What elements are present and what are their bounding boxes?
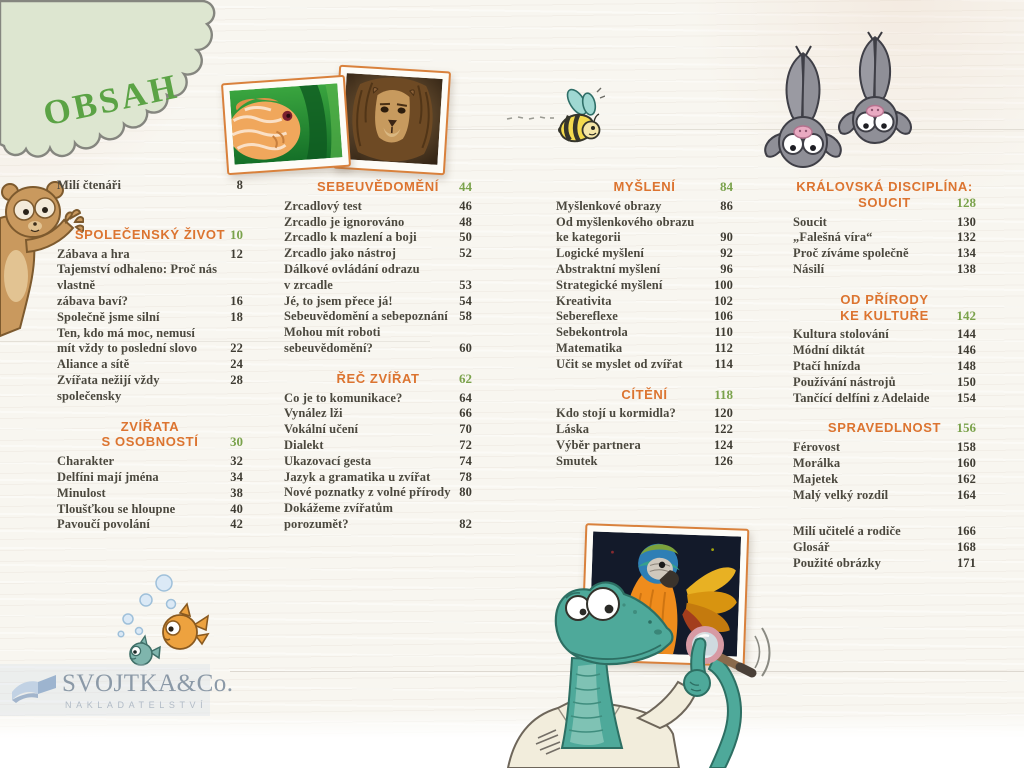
- toc-item-page: 78: [459, 469, 472, 484]
- toc-section-title-text: ZVÍŘATA: [120, 418, 180, 434]
- toc-item-page: 154: [956, 390, 976, 405]
- toc-item-page: 144: [956, 327, 976, 342]
- toc-item-text: Sebereflexe: [556, 309, 618, 324]
- toc-item-page: 70: [459, 422, 472, 437]
- toc-item: [284, 406, 472, 422]
- toc-item: [284, 517, 472, 533]
- toc-column: [793, 179, 976, 586]
- toc-item: [284, 391, 472, 407]
- toc-item: [793, 246, 976, 262]
- toc-item: [556, 230, 733, 246]
- toc-item-page: 114: [714, 356, 733, 371]
- toc-column: [57, 178, 243, 547]
- toc-item-text: Násilí: [793, 261, 825, 276]
- toc-item-page: 16: [230, 293, 243, 308]
- toc-item-text: porozumět?: [284, 516, 349, 531]
- toc-item: [57, 294, 243, 310]
- toc-section-title-text: KRÁLOVSKÁ DISCIPLÍNA:: [796, 179, 973, 194]
- toc-item-text: Dálkové ovládání odrazu: [284, 261, 420, 276]
- toc-section-title-text: ŘEČ ZVÍŘAT: [336, 370, 420, 386]
- toc-item: [284, 215, 472, 231]
- toc-item: [793, 327, 976, 343]
- toc-item-text: Milí učitelé a rodiče: [793, 524, 901, 539]
- toc-item-page: 64: [459, 390, 472, 405]
- toc-item-page: 126: [713, 453, 733, 468]
- toc-item-text: Logické myšlení: [556, 246, 644, 261]
- toc-section-page: 30: [230, 434, 243, 450]
- toc-item-page: 106: [713, 309, 733, 324]
- toc-item-text: Nové poznatky z volné přírody: [284, 485, 451, 500]
- toc-item-text: Myšlenkové obrazy: [556, 198, 662, 213]
- toc-item-text: sebeuvědomění?: [284, 340, 373, 355]
- toc-item-text: ke kategorii: [556, 230, 621, 245]
- toc-item-page: 53: [459, 277, 472, 292]
- toc-item-page: 102: [713, 293, 733, 308]
- toc-item: [556, 438, 733, 454]
- toc-section: [793, 292, 976, 407]
- toc-item-text: „Falešná víra“: [793, 230, 873, 245]
- toc-item-text: Ptačí hnízda: [793, 358, 861, 373]
- toc-item-page: 40: [230, 501, 243, 516]
- toc-item: [556, 199, 733, 215]
- toc-section-header: [793, 292, 976, 324]
- toc-item: [556, 262, 733, 278]
- toc-item-text: Proč zíváme společně: [793, 246, 909, 261]
- toc-item: [556, 246, 733, 262]
- toc-item-page: 168: [956, 540, 976, 555]
- toc-item-page: 164: [956, 487, 976, 502]
- toc-item: [284, 438, 472, 454]
- publisher-logo: [0, 664, 234, 716]
- bee-illustration: [505, 86, 605, 150]
- toc-item-page: 150: [956, 374, 976, 389]
- bats-illustration: [762, 28, 918, 170]
- toc-section-page: 118: [714, 386, 733, 402]
- toc-item-page: 8: [236, 178, 243, 192]
- toc-section-title-text: S OSOBNOSTÍ: [101, 434, 199, 450]
- toc-section: [284, 371, 472, 533]
- toc-item-text: Vokální učení: [284, 422, 359, 437]
- toc-item-page: 72: [459, 437, 472, 452]
- toc-item: [57, 326, 243, 342]
- toc-item-text: Zábava a hra: [57, 246, 130, 261]
- toc-item-text: Minulost: [57, 485, 106, 500]
- toc-item-page: 160: [956, 455, 976, 470]
- page-title: OBSAH: [39, 66, 183, 134]
- toc-item: [793, 391, 976, 407]
- toc-item-page: 132: [956, 230, 976, 245]
- toc-item: [57, 517, 243, 533]
- toc-section: [284, 179, 472, 357]
- toc-item-text: Majetek: [793, 471, 839, 486]
- toc-item-page: 22: [230, 341, 243, 356]
- toc-item-page: 42: [230, 517, 243, 532]
- toc-item: [57, 470, 243, 486]
- toc-item-text: Milí čtenáři: [57, 178, 122, 192]
- toc-item: [284, 246, 472, 262]
- toc-item-text: Matematika: [556, 340, 623, 355]
- toc-item-text: Dialekt: [284, 437, 324, 452]
- toc-section-page: 128: [956, 194, 976, 210]
- toc-item-text: Jé, to jsem přece já!: [284, 293, 393, 308]
- toc-item: [556, 341, 733, 357]
- toc-item-text: Sebekontrola: [556, 325, 628, 340]
- toc-section-title-text: SPOLEČENSKÝ ŽIVOT: [74, 226, 226, 242]
- toc-item: [793, 440, 976, 456]
- toc-item-page: 74: [459, 453, 472, 468]
- toc-section-title: [793, 195, 976, 211]
- toc-section-title-text: OD PŘÍRODY: [840, 291, 929, 307]
- toc-item-text: Tloušťkou se hloupne: [57, 501, 176, 516]
- toc-item-text: Zrcadlo k mazlení a boji: [284, 230, 417, 245]
- toc-item: [57, 502, 243, 518]
- toc-item-page: 120: [713, 406, 733, 421]
- toc-section-page: 84: [720, 179, 733, 194]
- toc-item: [284, 294, 472, 310]
- toc-section-page: 156: [956, 420, 976, 436]
- toc-section-header: [284, 179, 472, 195]
- toc-section-title: [556, 387, 733, 403]
- toc-section-title-text: CÍTĚNÍ: [621, 386, 668, 402]
- publisher-subtitle: NAKLADATELSTVÍ: [65, 700, 208, 710]
- toc-item-page: 82: [459, 516, 472, 531]
- toc-section-title-text: MYŠLENÍ: [613, 179, 676, 194]
- toc-item: [556, 325, 733, 341]
- toc-item-page: 12: [230, 246, 243, 261]
- toc-section-title: [793, 420, 976, 436]
- toc-item: [556, 422, 733, 438]
- toc-item-text: mít vždy to poslední slovo: [57, 341, 198, 356]
- toc-item-page: 138: [956, 261, 976, 276]
- toc-item: [284, 341, 472, 357]
- toc-item: [284, 278, 472, 294]
- toc-section: [793, 524, 976, 571]
- toc-item-page: 50: [459, 230, 472, 245]
- toc-item: [793, 488, 976, 504]
- toc-item-text: Společně jsme silní: [57, 309, 160, 324]
- toc-item-page: 48: [459, 214, 472, 229]
- toc-item-text: Výběr partnera: [556, 437, 641, 452]
- fish-photo: [221, 75, 351, 175]
- toc-item-text: Zrcadlo je ignorováno: [284, 214, 405, 229]
- toc-item-page: 100: [713, 277, 733, 292]
- toc-section-title: [793, 292, 976, 308]
- toc-section-title-text: SOUCIT: [858, 194, 911, 210]
- toc-item: [793, 375, 976, 391]
- toc-item: [793, 215, 976, 231]
- toc-section-page: 44: [459, 179, 472, 194]
- toc-item-page: 166: [956, 524, 976, 539]
- toc-item-text: Delfíni mají jména: [57, 469, 159, 484]
- toc-item-text: Zrcadlo jako nástroj: [284, 246, 396, 261]
- toc-item-page: 146: [956, 343, 976, 358]
- toc-item-text: Kultura stolování: [793, 327, 889, 342]
- toc-item-page: 38: [230, 485, 243, 500]
- toc-item-text: Soucit: [793, 214, 827, 229]
- toc-item: [556, 454, 733, 470]
- toc-item-text: Malý velký rozdíl: [793, 487, 889, 502]
- toc-item-page: 60: [459, 340, 472, 355]
- toc-item: [793, 472, 976, 488]
- toc-section: [793, 179, 976, 278]
- toc-section-title: [57, 227, 243, 243]
- toc-item-text: Zrcadlový test: [284, 198, 362, 213]
- toc-item: [793, 456, 976, 472]
- toc-item-page: 134: [956, 246, 976, 261]
- toc-item-text: Tančící delfíni z Adelaide: [793, 390, 930, 405]
- toc-section-title: [284, 371, 472, 387]
- toc-section-header: [556, 387, 733, 403]
- toc-item-page: 52: [459, 246, 472, 261]
- toc-item-text: Kdo stojí u kormidla?: [556, 406, 676, 421]
- toc-item-text: Kreativita: [556, 293, 612, 308]
- toc-item-text: Glosář: [793, 540, 830, 555]
- toc-item: [57, 262, 243, 294]
- toc-item-page: 24: [230, 357, 243, 372]
- toc-item: [793, 343, 976, 359]
- toc-item-page: 96: [720, 261, 733, 276]
- toc-section-title: [793, 179, 976, 195]
- toc-section-header: [793, 420, 976, 436]
- toc-item-text: Módní diktát: [793, 343, 865, 358]
- toc-item-text: Pavoučí povolání: [57, 517, 150, 532]
- toc-item-page: 130: [956, 214, 976, 229]
- toc-section-title: [57, 419, 243, 435]
- goldfish-illustration: [108, 570, 212, 672]
- toc-item: [556, 309, 733, 325]
- toc-item: [793, 556, 976, 572]
- toc-item-page: 158: [956, 440, 976, 455]
- toc-item-text: Smutek: [556, 453, 598, 468]
- toc-item-text: Od myšlenkového obrazu: [556, 214, 695, 229]
- toc-item-text: Tajemství odhaleno: Proč nás vlastně: [57, 262, 218, 293]
- toc-item: [284, 485, 472, 501]
- toc-item-text: Mohou mít roboti: [284, 325, 381, 340]
- toc-section-header: [793, 179, 976, 211]
- toc-section: [57, 419, 243, 534]
- toc-section-title-text: SEBEUVĚDOMĚNÍ: [317, 179, 439, 194]
- publisher-name: SVOJTKA&Co.: [62, 670, 234, 697]
- toc-item: [284, 230, 472, 246]
- toc-item: [57, 357, 243, 373]
- toc-section: [57, 178, 243, 194]
- toc-item-page: 171: [956, 555, 976, 570]
- toc-item: [793, 262, 976, 278]
- toc-item-text: Použité obrázky: [793, 555, 881, 570]
- toc-item: [57, 486, 243, 502]
- toc-item: [556, 357, 733, 373]
- toc-item-text: zábava baví?: [57, 293, 128, 308]
- toc-section-title: [556, 179, 733, 195]
- toc-item-page: 54: [459, 293, 472, 308]
- toc-section-title-text: KE KULTUŘE: [840, 307, 929, 323]
- toc-item-page: 28: [230, 372, 243, 387]
- toc-item-page: 66: [459, 406, 472, 421]
- toc-item: [284, 454, 472, 470]
- toc-item-page: 32: [230, 454, 243, 469]
- toc-item-text: Sebeuvědomění a sebepoznání: [284, 309, 448, 324]
- toc-item-text: v zrcadle: [284, 277, 333, 292]
- toc-item: [556, 406, 733, 422]
- toc-item: [284, 309, 472, 325]
- toc-item: [284, 199, 472, 215]
- toc-item-text: Ten, kdo má moc, nemusí: [57, 325, 195, 340]
- toc-item: [284, 422, 472, 438]
- toc-item-page: 58: [459, 309, 472, 324]
- toc-item-text: Strategické myšlení: [556, 277, 663, 292]
- toc-item: [556, 278, 733, 294]
- toc-item-page: 34: [230, 469, 243, 484]
- toc-item: [284, 262, 472, 278]
- toc-section: [793, 420, 976, 503]
- toc-item-page: 80: [459, 485, 472, 500]
- toc-item: [57, 247, 243, 263]
- toc-section-header: [57, 227, 243, 243]
- toc-item-page: 46: [459, 198, 472, 213]
- toc-item-page: 90: [720, 230, 733, 245]
- toc-item-page: 110: [714, 325, 733, 340]
- toc-item-text: Učit se myslet od zvířat: [556, 356, 683, 371]
- toc-item: [57, 310, 243, 326]
- toc-item-text: Morálka: [793, 455, 841, 470]
- toc-section-title: [57, 434, 243, 450]
- toc-item-page: 124: [713, 437, 733, 452]
- toc-item-text: Férovost: [793, 440, 841, 455]
- lion-photo: [333, 65, 451, 176]
- toc-item-page: 92: [720, 246, 733, 261]
- toc-section: [556, 179, 733, 373]
- toc-item-text: Láska: [556, 422, 590, 437]
- toc-item: [793, 359, 976, 375]
- toc-item-text: Charakter: [57, 454, 115, 469]
- toc-section-page: 10: [230, 226, 243, 242]
- toc-item: [284, 470, 472, 486]
- toc-section-header: [556, 179, 733, 195]
- toc-section-title: [284, 179, 472, 195]
- toc-item: [57, 454, 243, 470]
- toc-item: [57, 341, 243, 357]
- toc-item: [793, 540, 976, 556]
- toc-section: [556, 387, 733, 470]
- toc-section-title-text: SPRAVEDLNOST: [827, 420, 942, 436]
- toc-item-text: Aliance a sítě: [57, 357, 130, 372]
- toc-item: [793, 230, 976, 246]
- toc-item-text: Jazyk a gramatika u zvířat: [284, 469, 431, 484]
- crocodile-illustration: [500, 570, 790, 768]
- toc-item: [57, 178, 243, 194]
- toc-item: [284, 501, 472, 517]
- publisher-book-icon: [10, 672, 58, 706]
- toc-item-text: Zvířata nežijí vždy společensky: [57, 372, 160, 403]
- toc-item-text: Abstraktní myšlení: [556, 261, 661, 276]
- toc-item: [57, 373, 243, 405]
- toc-item-text: Používání nástrojů: [793, 374, 896, 389]
- toc-item: [793, 524, 976, 540]
- toc-section: [57, 227, 243, 405]
- toc-section-title: [793, 308, 976, 324]
- toc-item-page: 122: [713, 422, 733, 437]
- toc-item-text: Co je to komunikace?: [284, 390, 403, 405]
- toc-item-text: Vynález lži: [284, 406, 343, 421]
- toc-item-text: Dokážeme zvířatům: [284, 501, 393, 516]
- toc-column: [556, 179, 733, 484]
- toc-item-page: 18: [230, 309, 243, 324]
- toc-item-text: Ukazovací gesta: [284, 453, 372, 468]
- toc-item: [556, 215, 733, 231]
- toc-column: [284, 179, 472, 547]
- toc-section-header: [284, 371, 472, 387]
- toc-item-page: 162: [956, 471, 976, 486]
- toc-section-page: 62: [459, 370, 472, 386]
- toc-item-page: 112: [714, 340, 733, 355]
- toc-item: [284, 325, 472, 341]
- toc-item-page: 86: [720, 198, 733, 213]
- toc-section-header: [57, 419, 243, 451]
- toc-item: [556, 294, 733, 310]
- toc-section-page: 142: [956, 307, 976, 323]
- toc-item-page: 148: [956, 358, 976, 373]
